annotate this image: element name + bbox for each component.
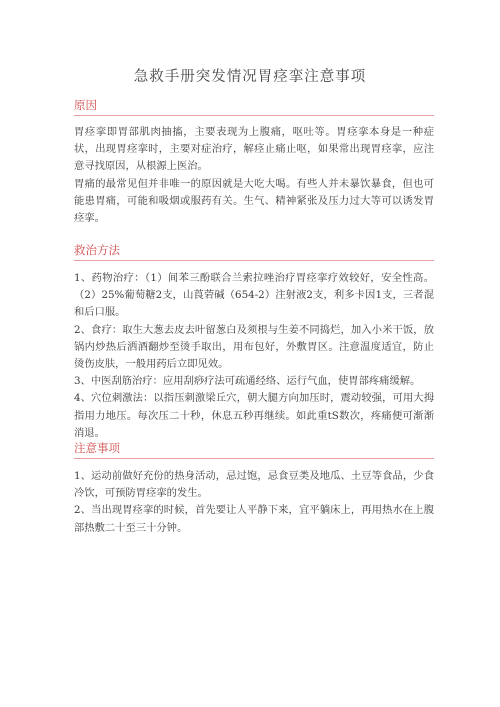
section-treatment [74, 243, 434, 442]
paragraph: 2、食疗：取生大葱去皮去叶留葱白及须根与生姜不同捣烂，加入小米干饭，放锅内炒热后洒酒翻炒至烫手取出，用布包好，外敷胃区。注意温度适宜，防止烫伤皮肤，一般用药后立即见效。 [74, 323, 434, 371]
paragraph: 4、穴位刺激法：以指压刺激梁丘穴，朝大腿方向加压时，震动较强，可用大拇指用力地压。每次压二十秒，休息五秒再继续。如此重tS数次，疼痛便可渐渐消退。 [74, 392, 434, 439]
paragraph: 1、运动前做好充份的热身活动，忌过饱，忌食豆类及地瓜、土豆等食品，少食冷饮，可预防胃痉挛的发生。 [74, 470, 434, 500]
section-heading-treatment: 救治方法 [74, 243, 434, 261]
paragraph: 胃痛的最常见但并非唯一的原因就是大吃大喝。有些人并未暴饮暴食，但也可能患胃痛，可能和吸烟或服药有关。生气、精神紧张及压力过大等可以诱发胃痉挛。 [74, 177, 434, 225]
section-cause [74, 98, 434, 227]
paragraph: 胃痉挛即胃部肌肉抽搐，主要表现为上腹痛，呕吐等。胃痉挛本身是一种症状，出现胃痉挛时，主要对症治疗，解痉止痛止呕，如果常出现胃痉挛，应注意寻找原因，从根源上医治。 [74, 126, 434, 173]
section-heading-notes: 注意事项 [74, 441, 434, 459]
document-title: 急救手册突发情况胃痉挛注意事项 [133, 69, 367, 85]
paragraph: 1、药物治疗：（1）间苯三酚联合兰索拉唑治疗胃痉挛疗效较好，安全性高。（2）25%葡萄糖2支，山莨菪碱（654-2）注射液2支，利多卡因1支，三者混和后口服。 [74, 272, 434, 319]
section-notes [74, 441, 434, 537]
paragraph: 3、中医刮筋治疗：应用刮痧疗法可疏通经络、运行气血，使胃部疼痛缓解。 [74, 375, 421, 388]
paragraph: 2、当出现胃痉挛的时候，首先要让人平静下来，宜平躺床上，再用热水在上腹部热敷二十至三十分钟。 [74, 504, 434, 534]
section-heading-cause: 原因 [74, 98, 434, 116]
